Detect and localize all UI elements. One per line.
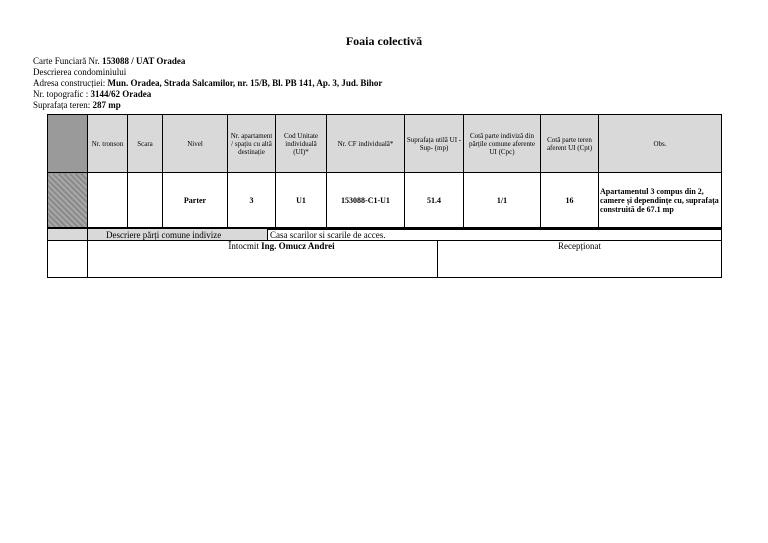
adresa-value: Mun. Oradea, Strada Salcamilor, nr. 15/B, Bl. PB 141, Ap. 3, Jud. Bihor [107, 78, 383, 88]
intocmit-name: Ing. Omucz Andrei [261, 241, 335, 251]
suprafata-teren-line [33, 100, 382, 111]
intocmit-label: Întocmit [228, 241, 259, 251]
cell-cpc: 1/1 [464, 173, 541, 229]
footer-spacer-cell [48, 241, 88, 278]
suprafata-teren-label: Suprafața teren: [33, 100, 91, 110]
nr-topografic-label: Nr. topografic : [33, 89, 89, 99]
table-row [48, 173, 722, 229]
descriere-condominiu: Descrierea condominiului [33, 67, 127, 77]
header-cell: Nr. tronson [88, 115, 128, 173]
adresa-line [33, 78, 382, 89]
receptionat-cell: Recepționat [438, 241, 722, 278]
table-header-row [48, 115, 722, 173]
cell-suprafata: 51.4 [405, 173, 464, 229]
descriere-label: Descriere părți comune indivize [88, 229, 268, 241]
header-cell: Nr. apartament / spațiu cu altă destinație [228, 115, 276, 173]
header-cell: Cotă parte teren aferent UI (Cpt) [541, 115, 599, 173]
footer-table [47, 228, 722, 278]
carte-funciara-line [33, 56, 382, 67]
document-info [33, 56, 382, 111]
footer-spacer-cell [48, 229, 88, 241]
cell-tronson [88, 173, 128, 229]
suprafata-teren-value: 287 mp [92, 100, 121, 110]
header-cell: Nivel [163, 115, 228, 173]
page-title: Foaia colectivă [345, 34, 423, 48]
carte-funciara-label: Carte Funciară Nr. [33, 56, 100, 66]
header-cell: Cotă parte indiviză din părțile comune aferente UI (Cpc) [464, 115, 541, 173]
hatched-cell [48, 173, 88, 229]
adresa-label: Adresa construcției: [33, 78, 106, 88]
header-cell [48, 115, 88, 173]
header-cell: Obs. [599, 115, 722, 173]
units-table [47, 114, 722, 230]
header-cell: Nr. CF individuală* [327, 115, 405, 173]
header-cell: Suprafața utilă UI - Sup- (mp) [405, 115, 464, 173]
header-cell: Cod Unitate individuală (UI)* [276, 115, 327, 173]
cell-scara [128, 173, 163, 229]
cell-nivel: Parter [163, 173, 228, 229]
cell-nr-apartament: 3 [228, 173, 276, 229]
header-cell: Scara [128, 115, 163, 173]
cell-obs: Apartamentul 3 compus din 2, camere și dependințe cu, suprafața construită de 67.1 mp [599, 173, 722, 229]
cell-cod-ui: U1 [276, 173, 327, 229]
carte-funciara-value: 153088 / UAT Oradea [101, 56, 186, 66]
nr-topografic-line [33, 89, 382, 100]
cell-cf: 153088-C1-U1 [327, 173, 405, 229]
descriere-value: Casa scarilor si scarile de acces. [268, 229, 722, 241]
footer-row-signatures [48, 241, 722, 278]
intocmit-cell [88, 241, 438, 278]
cell-cpt: 16 [541, 173, 599, 229]
footer-row-descriere [48, 229, 722, 241]
nr-topografic-value: 3144/62 Oradea [90, 89, 152, 99]
